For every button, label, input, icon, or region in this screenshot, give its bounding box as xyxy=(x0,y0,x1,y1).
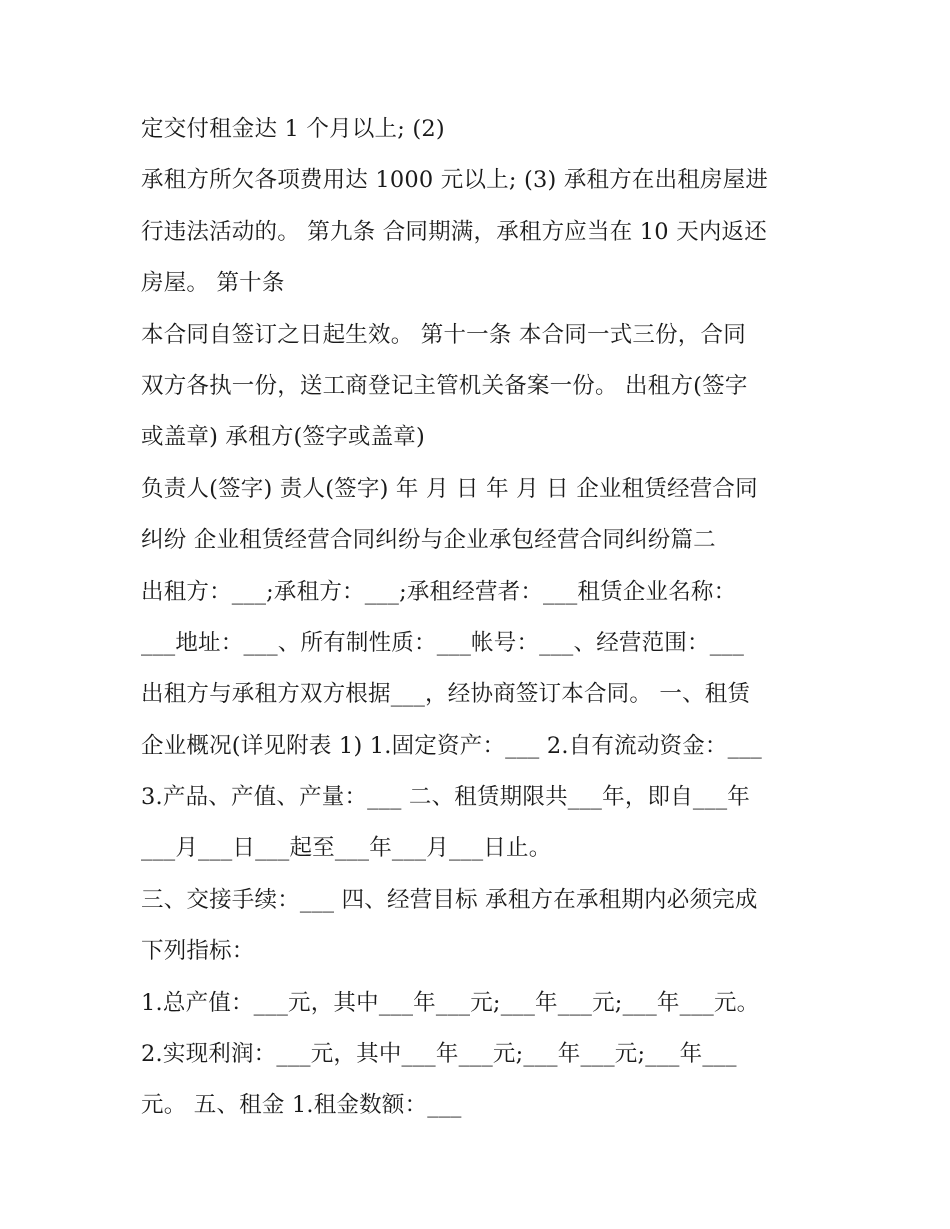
text-line: 纠纷 企业租赁经营合同纠纷与企业承包经营合同纠纷篇二 xyxy=(141,527,716,554)
text-line: 本合同自签订之日起生效。 第十一条 本合同一式三份，合同 xyxy=(141,321,746,348)
text-line: 出租方与承租方双方根据___，经协商签订本合同。 一、租赁 xyxy=(141,681,751,708)
text-line: 下列指标： xyxy=(141,938,255,965)
contract-body-text xyxy=(141,108,831,1136)
text-line: 行违法活动的。 第九条 合同期满，承租方应当在 10 天内返还 xyxy=(141,218,767,245)
text-line: 负责人(签字) 责人(签字) 年 月 日 年 月 日 企业租赁经营合同 xyxy=(141,475,758,502)
text-line: 元。 五、租金 1.租金数额：___ xyxy=(141,1092,462,1119)
text-line: 出租方：___;承租方：___;承租经营者：___租赁企业名称： xyxy=(141,578,737,605)
text-line: 三、交接手续：___ 四、经营目标 承租方在承租期内必须完成 xyxy=(141,886,758,913)
text-line: 企业概况(详见附表 1) 1.固定资产：___ 2.自有流动资金：___ xyxy=(141,732,762,759)
text-line: 定交付租金达 1 个月以上; (2) xyxy=(141,116,445,142)
text-line: ___月___日___起至___年___月___日止。 xyxy=(141,835,552,862)
text-line: 1.总产值：___元，其中___年___元;___年___元;___年___元。 xyxy=(141,989,760,1016)
text-line: 承租方所欠各项费用达 1000 元以上; (3) 承租方在出租房屋进 xyxy=(141,167,769,194)
text-line: 3.产品、产值、产量：___ 二、租赁期限共___年，即自___年 xyxy=(141,784,750,811)
text-line: ___地址：___、所有制性质：___帐号：___、经营范围：___ xyxy=(141,629,745,656)
text-line: 双方各执一份，送工商登记主管机关备案一份。 出租方(签字 xyxy=(141,372,748,399)
text-line: 或盖章) 承租方(签字或盖章) xyxy=(141,424,425,451)
text-line: 房屋。 第十条 xyxy=(141,270,285,297)
text-line: 2.实现利润：___元，其中___年___元;___年___元;___年___ xyxy=(141,1041,737,1068)
